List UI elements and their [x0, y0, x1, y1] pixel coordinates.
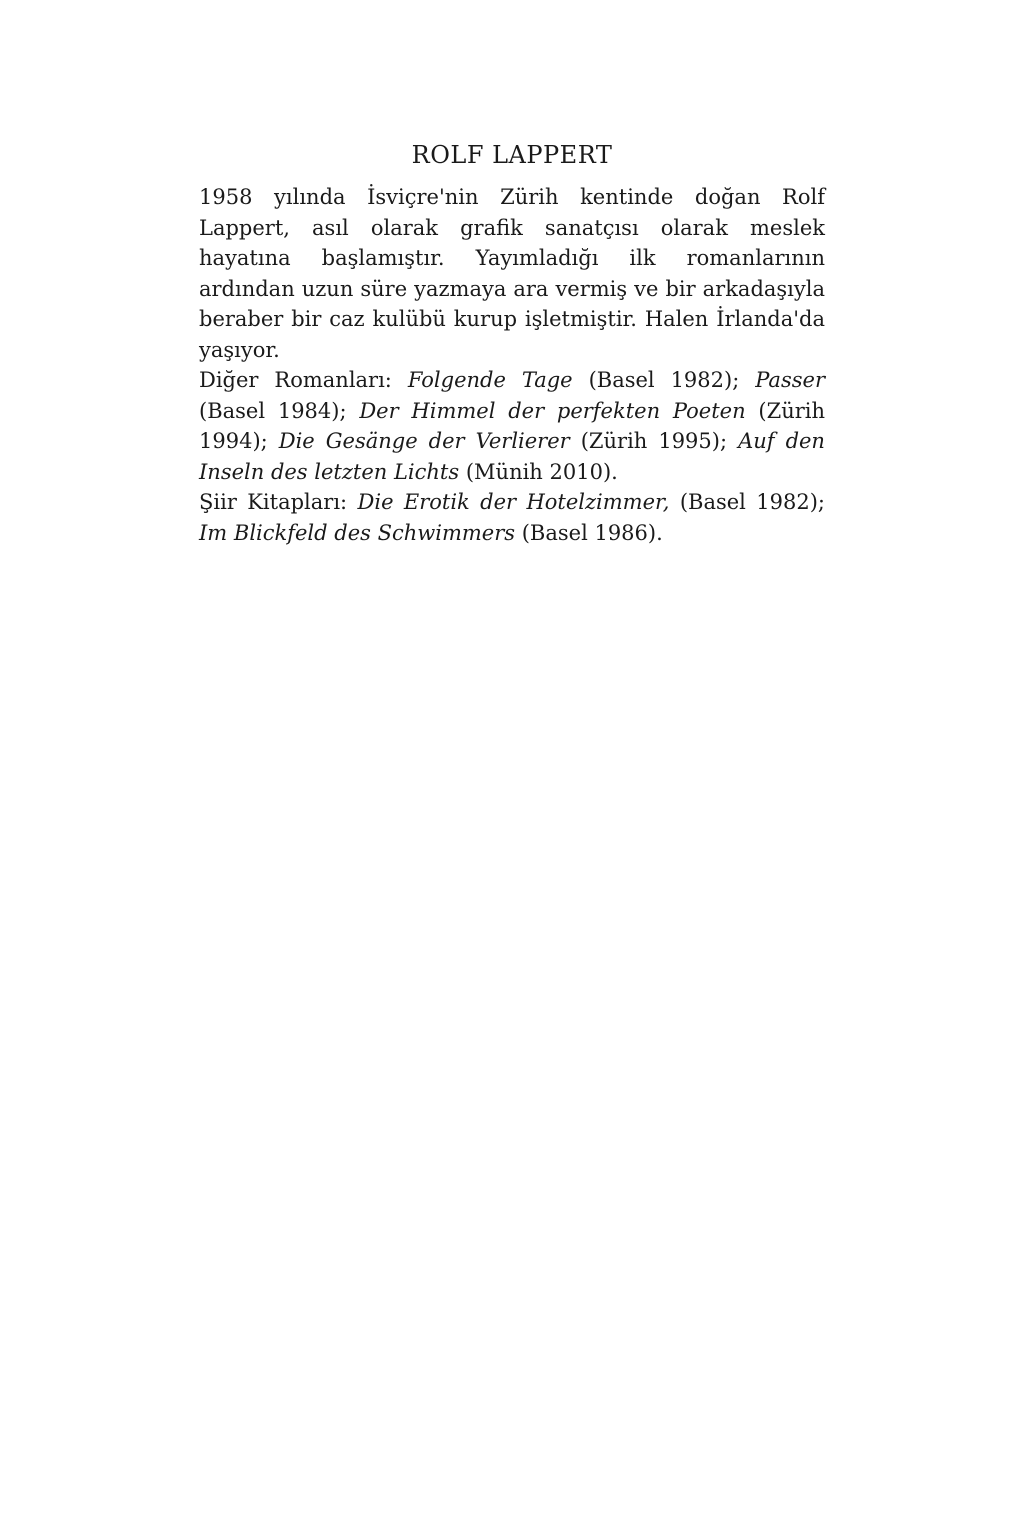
- poetry-detail: (Basel 1982);: [679, 490, 825, 514]
- novel-detail: (Basel 1984);: [199, 398, 347, 423]
- novel-detail: (Münih 2010).: [465, 459, 618, 484]
- poetry-detail: (Basel 1986).: [521, 520, 663, 545]
- author-name-heading: ROLF LAPPERT: [411, 141, 613, 169]
- novel-title: Auf den Inseln des letzten Lichts: [199, 429, 825, 484]
- author-bio-page: [199, 138, 825, 548]
- novel-detail: (Basel 1982);: [588, 368, 740, 392]
- novel-title: Passer: [755, 368, 825, 392]
- poetry-title: Im Blickfeld des Schwimmers: [199, 520, 516, 545]
- bio-paragraph: 1958 yılında İsviçre'nin Zürih kentinde doğan Rolf Lappert, asıl olarak grafik sanatçısı olarak meslek hayatına başlamıştır. Yayımladığı ilk romanlarının ardından uzun süre yazmaya ara vermiş ve bir arkadaşıyla beraber bir caz kulübü kurup işletmiştir. Halen İrlanda'da yaşıyor.: [199, 185, 825, 362]
- poetry-paragraph: [199, 487, 825, 548]
- novel-title: Die Gesänge der Verlierer: [278, 429, 570, 453]
- poetry-label: Şiir Kitapları:: [199, 490, 348, 514]
- novels-label: Diğer Romanları:: [199, 368, 392, 392]
- novel-detail: (Zürih 1994);: [199, 398, 825, 453]
- novel-title: Folgende Tage: [407, 368, 573, 392]
- novel-title: Der Himmel der perfekten Poeten: [359, 398, 746, 423]
- novel-detail: (Zürih 1995);: [580, 429, 728, 453]
- novels-paragraph: [199, 365, 825, 487]
- poetry-title: Die Erotik der Hotelzimmer,: [357, 490, 670, 514]
